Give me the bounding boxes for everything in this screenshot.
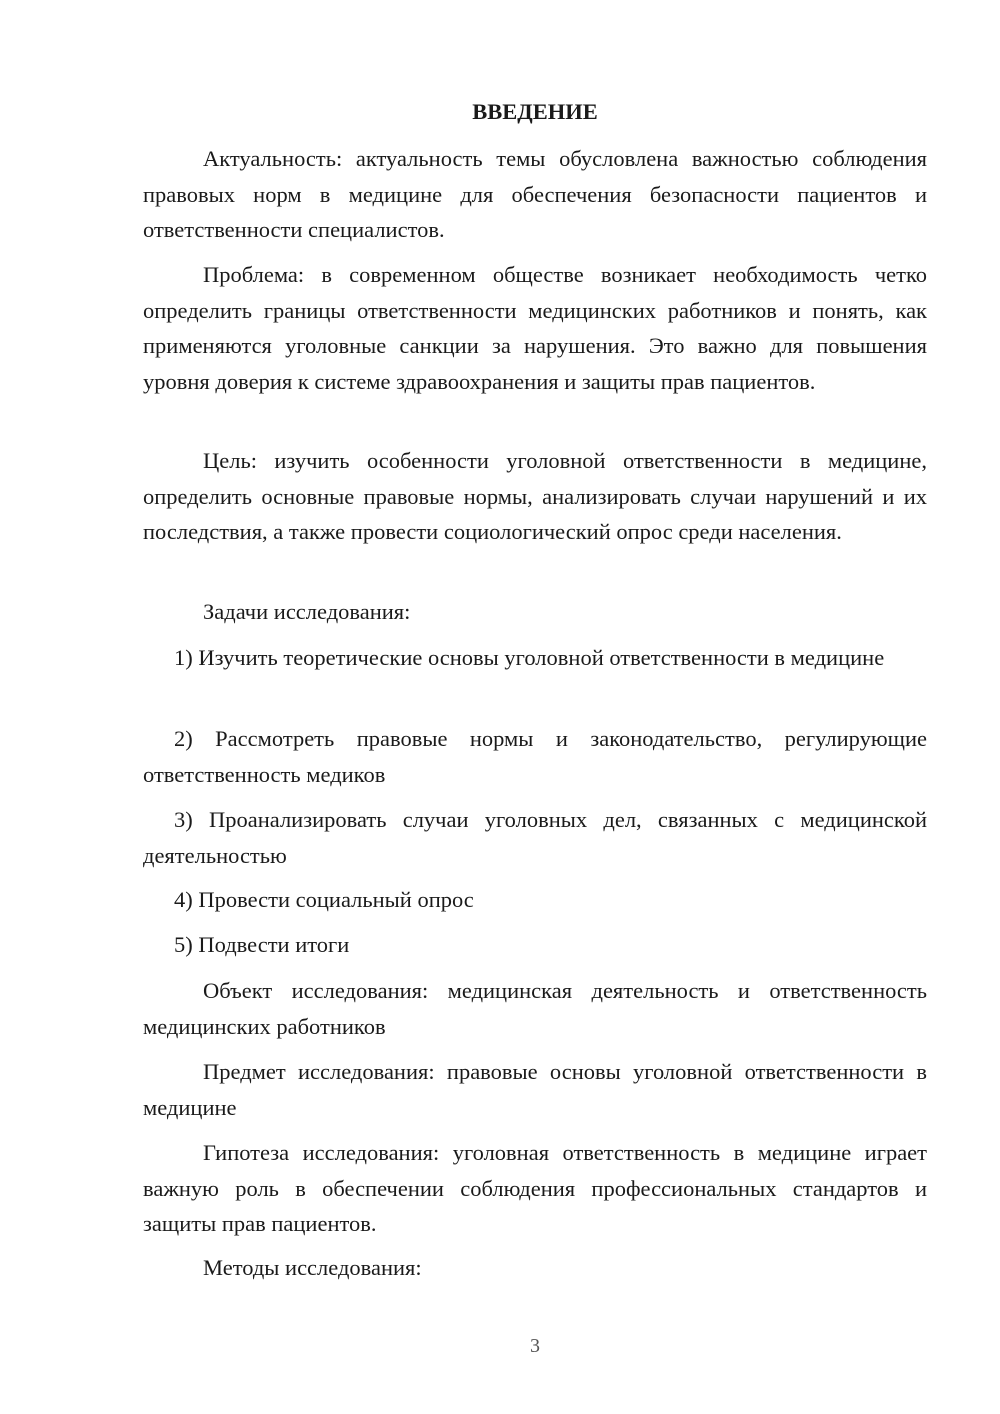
paragraph-goal: Цель: изучить особенности уголовной ответственности в медицине, определить основные правовые нормы, анализировать случаи нарушений и их последствия, а также провести социологический опрос среди населения. xyxy=(143,448,927,544)
paragraph-relevance: Актуальность: актуальность темы обусловлена важностью соблюдения правовых норм в медицине для обеспечения безопасности пациентов и ответственности специалистов. xyxy=(143,146,927,242)
task-item-1: 1) Изучить теоретические основы уголовной ответственности в медицине xyxy=(174,645,885,670)
task-item-3: 3) Проанализировать случаи уголовных дел, связанных с медицинской деятельностью xyxy=(143,807,927,868)
page-number: 3 xyxy=(530,1335,540,1357)
tasks-heading: Задачи исследования: xyxy=(203,599,411,624)
paragraph-problem: Проблема: в современном обществе возникает необходимость четко определить границы ответственности медицинских работников и понять, как применяются уголовные санкции за нарушения. Это важно для повышения уровня доверия к системе здравоохранения и защиты прав пациентов. xyxy=(143,262,927,394)
task-item-4: 4) Провести социальный опрос xyxy=(174,887,474,912)
task-item-2: 2) Рассмотреть правовые нормы и законодательство, регулирующие ответственность медиков xyxy=(143,726,927,787)
paragraph-object: Объект исследования: медицинская деятельность и ответственность медицинских работников xyxy=(143,978,927,1039)
methods-heading: Методы исследования: xyxy=(203,1255,422,1280)
section-heading: ВВЕДЕНИЕ xyxy=(472,99,598,124)
task-item-5: 5) Подвести итоги xyxy=(174,932,350,957)
paragraph-subject: Предмет исследования: правовые основы уголовной ответственности в медицине xyxy=(143,1059,927,1120)
paragraph-hypothesis: Гипотеза исследования: уголовная ответственность в медицине играет важную роль в обеспечении соблюдения профессиональных стандартов и защиты прав пациентов. xyxy=(143,1140,927,1236)
